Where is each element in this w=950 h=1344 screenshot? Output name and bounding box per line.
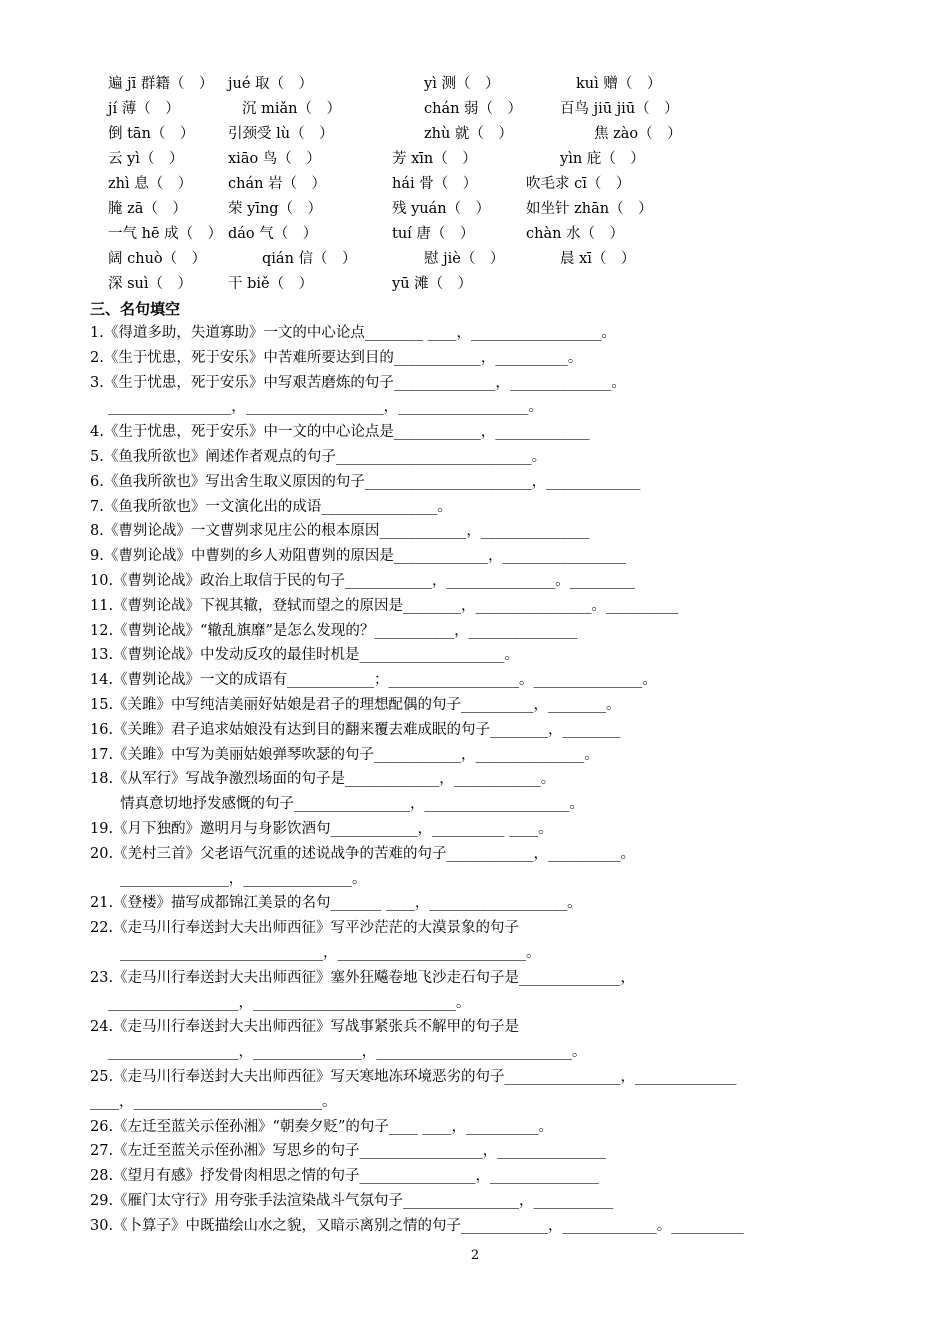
pinyin-item: jí 薄（ ） (108, 101, 180, 117)
question-line: 21.《登楼》描写成都锦江美景的名句_______ ____，___________________。 (90, 895, 582, 912)
question-line: 7.《鱼我所欲也》一文演化出的成语________________。 (90, 498, 452, 515)
pinyin-row (108, 72, 828, 97)
pinyin-item: 慰 jiè（ ） (424, 251, 505, 267)
question-line: 3.《生于忧患，死于安乐》中写艰苦磨炼的句子______________，______________。 (90, 374, 626, 391)
question-line: ____，__________________________。 (90, 1093, 337, 1110)
pinyin-item: chán 岩（ ） (228, 176, 327, 192)
pinyin-item: yìn 庇（ ） (560, 151, 645, 167)
pinyin-item: 焦 zào（ ） (594, 126, 682, 142)
question-line: 16.《关雎》君子追求姑娘没有达到目的翻来覆去难成眠的句子________，________ (90, 721, 621, 738)
question-line: _________________，___________________，__________________。 (108, 399, 543, 416)
question-line: 26.《左迁至蓝关示侄孙湘》“朝奏夕贬”的句子____ ____，__________。 (90, 1118, 553, 1135)
pinyin-row (108, 172, 828, 197)
pinyin-item: 芳 xīn（ ） (392, 151, 477, 167)
pinyin-item: 晨 xī（ ） (560, 251, 636, 267)
question-line: 4.《生于忧患，死于安乐》中一文的中心论点是____________，_____________ (90, 424, 590, 441)
pinyin-exercise-grid (108, 72, 828, 297)
pinyin-item: 吹毛求 cī（ ） (526, 176, 631, 192)
pinyin-row (108, 222, 828, 247)
question-line: 17.《关雎》中写为美丽姑娘弹琴吹瑟的句子____________，_______________。 (90, 746, 599, 763)
pinyin-item: xiāo 鸟（ ） (228, 151, 321, 167)
question-line: 29.《雁门太守行》用夸张手法渲染战斗气氛句子________________，___________ (90, 1192, 614, 1209)
pinyin-item: yì 测（ ） (424, 76, 500, 92)
pinyin-row (108, 122, 828, 147)
question-line: 27.《左迁至蓝关示侄孙湘》写思乡的句子_________________，_______________ (90, 1143, 607, 1160)
pinyin-row (108, 147, 828, 172)
pinyin-item: 干 biě（ ） (228, 276, 314, 292)
question-line: 15.《关雎》中写纯洁美丽好姑娘是君子的理想配偶的句子__________，________。 (90, 696, 621, 713)
pinyin-item: yū 滩（ ） (392, 276, 473, 292)
pinyin-item: 引颈受 lù（ ） (228, 126, 334, 142)
question-line: 11.《曹刿论战》下视其辙，登轼而望之的原因是________，________________。__________ (90, 597, 679, 614)
pinyin-item: zhì 息（ ） (108, 176, 193, 192)
question-line: __________________，_______________，___________________________。 (108, 1044, 587, 1061)
question-line: 9.《曹刿论战》中曹刿的乡人劝阻曹刿的原因是_____________，_________________ (90, 548, 626, 565)
pinyin-item: 残 yuán（ ） (392, 201, 491, 217)
question-line: 28.《望月有感》抒发骨肉相思之情的句子________________，_______________ (90, 1168, 599, 1185)
pinyin-item: jué 取（ ） (228, 76, 314, 92)
pinyin-item: kuì 赠（ ） (576, 76, 662, 92)
question-line: 24.《走马川行奉送封大夫出师西征》写战事紧张兵不解甲的句子是 (90, 1019, 520, 1036)
section-title: 三、名句填空 (90, 300, 181, 318)
question-line: 22.《走马川行奉送封大夫出师西征》写平沙茫茫的大漠景象的句子 (90, 920, 520, 937)
question-line: 30.《卜算子》中既描绘山水之貌，又暗示离别之情的句子____________，_____________。__________ (90, 1217, 744, 1234)
page-number: 2 (470, 1248, 480, 1263)
pinyin-item: 腌 zā（ ） (108, 201, 187, 217)
pinyin-row (108, 197, 828, 222)
question-line: _______________，_______________。 (120, 870, 367, 887)
question-line: 1.《得道多助，失道寡助》一文的中心论点________ ____，__________________。 (90, 325, 616, 341)
pinyin-item: chán 弱（ ） (424, 101, 523, 117)
pinyin-item: 沉 miǎn（ ） (242, 101, 341, 117)
pinyin-item: qián 信（ ） (262, 251, 357, 267)
question-line: 13.《曹刿论战》中发动反攻的最佳时机是____________________。 (90, 647, 520, 664)
question-line: 6.《鱼我所欲也》写出舍生取义原因的句子_______________________，_____________ (90, 473, 641, 490)
question-line: ____________________________，__________________________。 (120, 944, 541, 961)
pinyin-item: 荣 yīng（ ） (228, 201, 323, 217)
question-line: 12.《曹刿论战》“辙乱旗靡”是怎么发现的？___________，_______________ (90, 622, 578, 639)
pinyin-row (108, 247, 828, 272)
pinyin-item: 百鸟 jiū jiū（ ） (560, 101, 679, 117)
question-line: __________________，____________________________。 (108, 994, 471, 1011)
pinyin-row (108, 97, 828, 122)
pinyin-item: chàn 水（ ） (526, 226, 625, 242)
pinyin-item: 一气 hē 成（ ） (108, 226, 223, 242)
pinyin-item: 遍 jī 群籍（ ） (108, 76, 214, 92)
question-line: 5.《鱼我所欲也》阐述作者观点的句子___________________________。 (90, 448, 547, 465)
pinyin-item: hái 骨（ ） (392, 176, 478, 192)
pinyin-row (108, 272, 828, 297)
pinyin-item: 倒 tān（ ） (108, 126, 195, 142)
question-line: 18.《从军行》写战争激烈场面的句子是_____________，____________。 (90, 771, 556, 788)
fill-in-questions-list (90, 321, 830, 1238)
pinyin-item: 如坐针 zhān（ ） (526, 201, 653, 217)
question-line: 20.《羌村三首》父老语气沉重的述说战争的苦难的句子____________，__________。 (90, 845, 636, 862)
pinyin-item: tuí 唐（ ） (392, 226, 475, 242)
question-line: 情真意切地抒发感慨的句子________________，____________________。 (120, 796, 584, 813)
question-line: 19.《月下独酌》邀明月与身影饮酒句____________，__________ ____。 (90, 820, 553, 837)
pinyin-item: 云 yì（ ） (108, 151, 184, 167)
question-line: 23.《走马川行奉送封大夫出师西征》塞外狂飚卷地飞沙走石句子是______________， (90, 969, 636, 986)
pinyin-item: zhù 就（ ） (424, 126, 513, 142)
question-line: 8.《曹刿论战》一文曹刿求见庄公的根本原因____________，_______________ (90, 523, 590, 540)
question-line: 14.《曹刿论战》一文的成语有____________；__________________。_______________。 (90, 672, 657, 689)
question-line: 2.《生于忧患，死于安乐》中苦难所要达到目的____________，__________。 (90, 349, 583, 366)
pinyin-item: dáo 气（ ） (228, 226, 318, 242)
pinyin-item: 深 suì（ ） (108, 276, 193, 292)
question-line: 10.《曹刿论战》政治上取信于民的句子____________，_______________。_________ (90, 572, 636, 589)
pinyin-item: 阔 chuò（ ） (108, 251, 207, 267)
question-line: 25.《走马川行奉送封大夫出师西征》写天寒地冻环境恶劣的句子________________，______________ (90, 1068, 737, 1085)
